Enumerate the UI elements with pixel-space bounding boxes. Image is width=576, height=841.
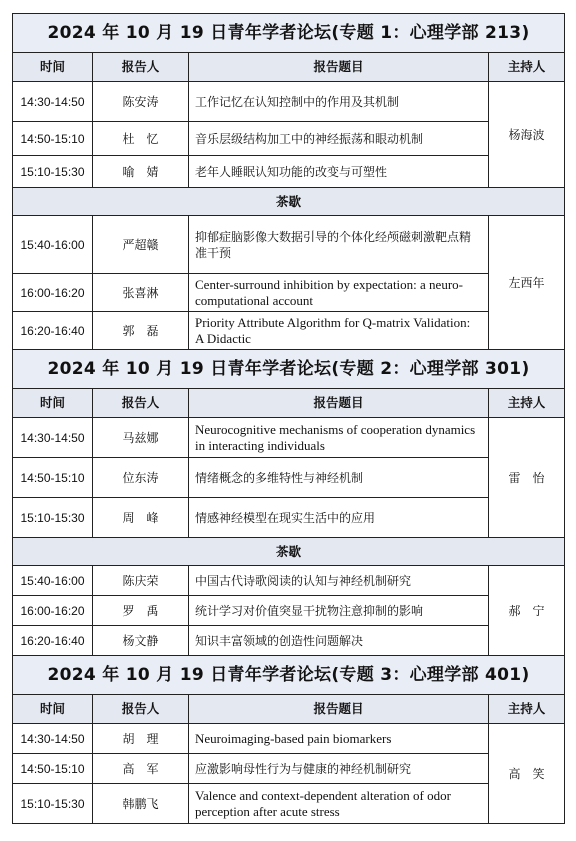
table-row <box>13 626 565 656</box>
topic-cell: Center-surround inhibition by expectation: a neuro-computational account <box>189 274 489 312</box>
speaker-cell: 罗 禹 <box>93 596 189 626</box>
table-row <box>13 312 565 350</box>
host-cell: 杨海波 <box>489 82 565 188</box>
table-row <box>13 122 565 156</box>
header-topic: 报告题目 <box>189 389 489 418</box>
speaker-cell: 严超赣 <box>93 216 189 274</box>
header-row <box>13 695 565 724</box>
table-row <box>13 498 565 538</box>
speaker-cell: 郭 磊 <box>93 312 189 350</box>
speaker-cell: 高 军 <box>93 754 189 784</box>
host-cell: 雷 怡 <box>489 418 565 538</box>
time-cell: 14:30-14:50 <box>13 418 93 458</box>
table-row <box>13 82 565 122</box>
header-host: 主持人 <box>489 695 565 724</box>
time-cell: 16:00-16:20 <box>13 274 93 312</box>
time-cell: 14:30-14:50 <box>13 724 93 754</box>
speaker-cell: 马兹娜 <box>93 418 189 458</box>
topic-cell: Valence and context-dependent alteration of odor perception after acute stress <box>189 784 489 824</box>
table-row <box>13 724 565 754</box>
header-host: 主持人 <box>489 53 565 82</box>
header-speaker: 报告人 <box>93 53 189 82</box>
table-row <box>13 418 565 458</box>
table-row <box>13 784 565 824</box>
topic-cell: 抑郁症脑影像大数据引导的个体化经颅磁刺激靶点精准干预 <box>189 216 489 274</box>
topic-cell: 工作记忆在认知控制中的作用及其机制 <box>189 82 489 122</box>
time-cell: 14:50-15:10 <box>13 754 93 784</box>
speaker-cell: 张喜淋 <box>93 274 189 312</box>
header-topic: 报告题目 <box>189 53 489 82</box>
header-row <box>13 389 565 418</box>
topic-cell: 情感神经模型在现实生活中的应用 <box>189 498 489 538</box>
header-time: 时间 <box>13 389 93 418</box>
topic-cell: 统计学习对价值突显干扰物注意抑制的影响 <box>189 596 489 626</box>
header-topic: 报告题目 <box>189 695 489 724</box>
break-label: 茶歇 <box>13 188 565 216</box>
topic-cell: Priority Attribute Algorithm for Q-matrix Validation: A Didactic <box>189 312 489 350</box>
host-cell: 高 笑 <box>489 724 565 824</box>
time-cell: 14:50-15:10 <box>13 122 93 156</box>
speaker-cell: 陈庆荣 <box>93 566 189 596</box>
header-time: 时间 <box>13 53 93 82</box>
topic-cell: 音乐层级结构加工中的神经振荡和眼动机制 <box>189 122 489 156</box>
speaker-cell: 周 峰 <box>93 498 189 538</box>
speaker-cell: 胡 理 <box>93 724 189 754</box>
table-row <box>13 754 565 784</box>
time-cell: 15:10-15:30 <box>13 784 93 824</box>
host-cell: 郝 宁 <box>489 566 565 656</box>
topic-cell: 中国古代诗歌阅读的认知与神经机制研究 <box>189 566 489 596</box>
topic-cell: 知识丰富领域的创造性问题解决 <box>189 626 489 656</box>
time-cell: 15:10-15:30 <box>13 156 93 188</box>
session-3-title-row <box>13 656 565 695</box>
speaker-cell: 韩鹏飞 <box>93 784 189 824</box>
session-title: 2024 年 10 月 19 日青年学者论坛(专题 2：心理学部 301) <box>13 350 565 389</box>
table-row <box>13 156 565 188</box>
time-cell: 16:20-16:40 <box>13 626 93 656</box>
session-1-title-row <box>13 14 565 53</box>
table-row <box>13 274 565 312</box>
speaker-cell: 杨文静 <box>93 626 189 656</box>
table-row <box>13 596 565 626</box>
topic-cell: Neurocognitive mechanisms of cooperation dynamics in interacting individuals <box>189 418 489 458</box>
time-cell: 16:00-16:20 <box>13 596 93 626</box>
speaker-cell: 陈安涛 <box>93 82 189 122</box>
speaker-cell: 杜 忆 <box>93 122 189 156</box>
host-cell: 左西年 <box>489 216 565 350</box>
topic-cell: 应激影响母性行为与健康的神经机制研究 <box>189 754 489 784</box>
table-row <box>13 458 565 498</box>
header-time: 时间 <box>13 695 93 724</box>
header-row <box>13 53 565 82</box>
session-2-title-row <box>13 350 565 389</box>
break-row <box>13 188 565 216</box>
session-title: 2024 年 10 月 19 日青年学者论坛(专题 1：心理学部 213) <box>13 14 565 53</box>
break-label: 茶歇 <box>13 538 565 566</box>
topic-cell: 情绪概念的多维特性与神经机制 <box>189 458 489 498</box>
time-cell: 15:40-16:00 <box>13 566 93 596</box>
topic-cell: 老年人睡眠认知功能的改变与可塑性 <box>189 156 489 188</box>
header-host: 主持人 <box>489 389 565 418</box>
break-row <box>13 538 565 566</box>
time-cell: 15:10-15:30 <box>13 498 93 538</box>
time-cell: 14:50-15:10 <box>13 458 93 498</box>
header-speaker: 报告人 <box>93 389 189 418</box>
table-row <box>13 566 565 596</box>
time-cell: 15:40-16:00 <box>13 216 93 274</box>
session-title: 2024 年 10 月 19 日青年学者论坛(专题 3：心理学部 401) <box>13 656 565 695</box>
topic-cell: Neuroimaging-based pain biomarkers <box>189 724 489 754</box>
speaker-cell: 位东涛 <box>93 458 189 498</box>
time-cell: 16:20-16:40 <box>13 312 93 350</box>
header-speaker: 报告人 <box>93 695 189 724</box>
time-cell: 14:30-14:50 <box>13 82 93 122</box>
speaker-cell: 喻 婧 <box>93 156 189 188</box>
schedule-table <box>12 13 565 824</box>
table-row <box>13 216 565 274</box>
